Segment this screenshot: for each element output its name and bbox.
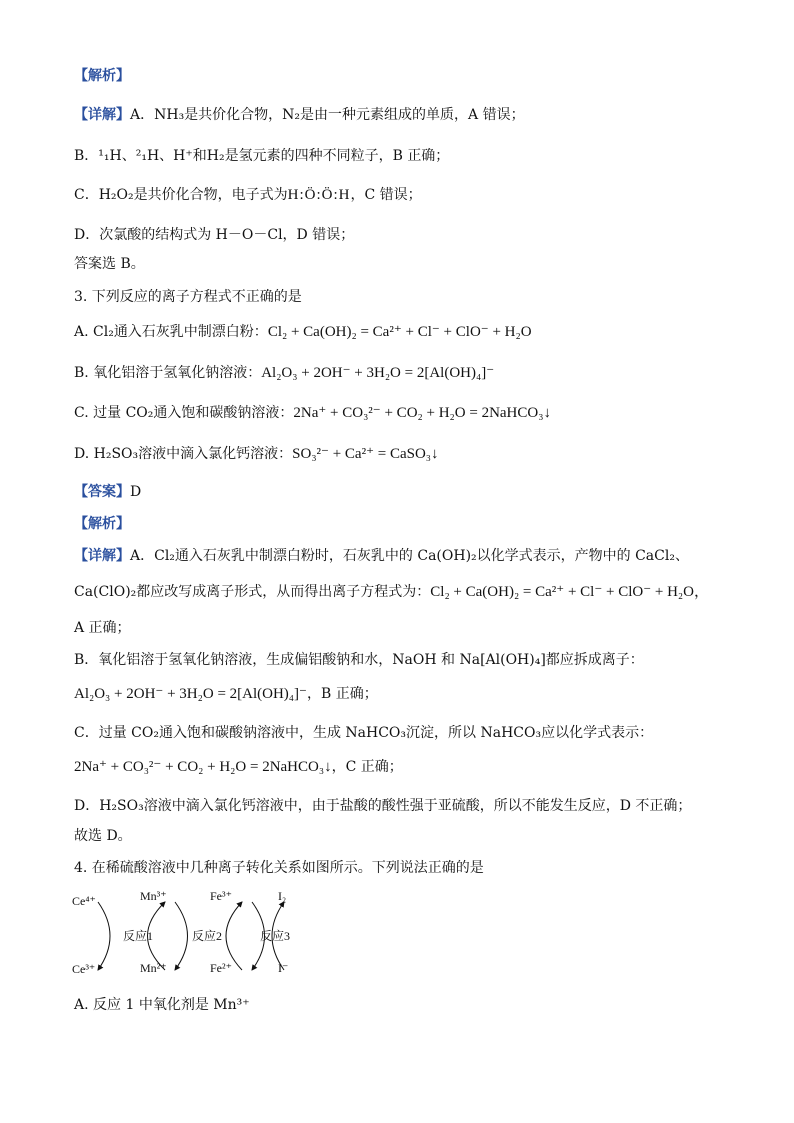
reaction-1-label: 反应1 <box>123 929 154 943</box>
answer-line <box>74 482 141 502</box>
q3-explanation-c-1: C．过量 CO₂通入饱和碳酸钠溶液中，生成 NaHCO₃沉淀，所以 NaHCO₃应以化学式表示： <box>74 725 654 741</box>
q2-option-c-explanation: C．H₂O₂是共价化合物，电子式为H:Ö:Ö:H，C 错误； <box>74 187 422 203</box>
analysis-label: 【解析】 <box>74 68 130 84</box>
q3-option-b: B. 氧化铝溶于氢氧化钠溶液：Al₂O₃ + 2OH⁻ + 3H₂O = 2[Al(OH)₄]⁻ <box>74 365 495 381</box>
ion-i2: I₂ <box>278 889 287 903</box>
arrow-mn3-to-mn2 <box>175 902 188 970</box>
equation: Cl₂ + Ca(OH)₂ = Ca²⁺ + Cl⁻ + ClO⁻ + H₂O <box>267 324 532 340</box>
electron-formula: H:Ö:Ö:H <box>287 187 351 203</box>
q3-option-d: D. H₂SO₃溶液中滴入氯化钙溶液：SO₃²⁻ + Ca²⁺ = CaSO₃↓ <box>74 446 439 462</box>
equation: SO₃²⁻ + Ca²⁺ = CaSO₃↓ <box>292 446 439 462</box>
q3-explanation-b-2: Al₂O₃ + 2OH⁻ + 3H₂O = 2[Al(OH)₄]⁻，B 正确； <box>74 686 378 702</box>
answer-label: 【答案】 <box>74 484 130 500</box>
equation: 2Na⁺ + CO₃²⁻ + CO₂ + H₂O = 2NaHCO₃↓ <box>293 405 551 421</box>
equation: Al₂O₃ + 2OH⁻ + 3H₂O = 2[Al(OH)₄]⁻ <box>74 686 307 702</box>
ion-fe2: Fe²⁺ <box>210 961 232 975</box>
q3-explanation-b-1: B．氧化铝溶于氢氧化钠溶液，生成偏铝酸钠和水，NaOH 和 Na[Al(OH)₄]都应拆成离子： <box>74 652 644 668</box>
q3-explanation-c-2: 2Na⁺ + CO₃²⁻ + CO₂ + H₂O = 2NaHCO₃↓，C 正确； <box>74 759 403 775</box>
ion-ce4: Ce⁴⁺ <box>72 894 96 908</box>
detail-label: 【详解】 <box>74 548 130 564</box>
detail-label: 【详解】 <box>74 107 130 123</box>
q3-option-a: A. Cl₂通入石灰乳中制漂白粉：Cl₂ + Ca(OH)₂ = Ca²⁺ + Cl⁻ + ClO⁻ + H₂O <box>74 324 532 340</box>
q2-answer: 答案选 B。 <box>74 256 145 272</box>
q3-explanation-d: D．H₂SO₃溶液中滴入氯化钙溶液中，由于盐酸的酸性强于亚硫酸，所以不能发生反应，D 不正确； <box>74 798 692 814</box>
ion-mn3: Mn³⁺ <box>140 889 167 903</box>
q3-explanation-a-3: A 正确； <box>74 620 131 636</box>
analysis-label: 【解析】 <box>74 516 130 532</box>
ion-mn2: Mn²⁺ <box>140 961 167 975</box>
equation: Al₂O₃ + 2OH⁻ + 3H₂O = 2[Al(OH)₄]⁻ <box>261 365 495 381</box>
ion-iminus: I⁻ <box>278 961 289 975</box>
q2-option-b-explanation: B．¹₁H、²₁H、H⁺和H₂是氢元素的四种不同粒子，B 正确； <box>74 148 450 164</box>
arrow-ce4-to-ce3 <box>98 902 110 970</box>
q3-option-c: C. 过量 CO₂通入饱和碳酸钠溶液：2Na⁺ + CO₃²⁻ + CO₂ + H₂O = 2NaHCO₃↓ <box>74 405 551 421</box>
q2-option-d-explanation: D．次氯酸的结构式为 H－O－Cl，D 错误； <box>74 227 355 243</box>
answer-value: D <box>130 484 142 500</box>
q4-option-a: A. 反应 1 中氧化剂是 Mn³⁺ <box>74 997 250 1013</box>
q3-conclusion: 故选 D。 <box>74 828 132 844</box>
reaction-2-label: 反应2 <box>192 929 223 943</box>
ion-fe3: Fe³⁺ <box>210 889 232 903</box>
reaction-3-label: 反应3 <box>260 929 291 943</box>
equation: 2Na⁺ + CO₃²⁻ + CO₂ + H₂O = 2NaHCO₃↓ <box>74 759 332 775</box>
ion-conversion-diagram <box>70 888 310 983</box>
q4-stem: 4. 在稀硫酸溶液中几种离子转化关系如图所示。下列说法正确的是 <box>74 860 484 876</box>
q3-explanation-a-1: 【详解】A．Cl₂通入石灰乳中制漂白粉时，石灰乳中的 Ca(OH)₂以化学式表示，产物中的 CaCl₂、 <box>74 548 689 564</box>
arrow-fe2-to-fe3 <box>226 902 242 970</box>
q3-stem: 3. 下列反应的离子方程式不正确的是 <box>74 289 302 305</box>
q3-explanation-a-2: Ca(ClO)₂都应改写成离子形式，从而得出离子方程式为：Cl₂ + Ca(OH)₂ = Ca²⁺ + Cl⁻ + ClO⁻ + H₂O， <box>74 584 709 600</box>
q2-option-a-explanation: 【详解】A．NH₃是共价化合物，N₂是由一种元素组成的单质，A 错误； <box>74 107 525 123</box>
equation: Cl₂ + Ca(OH)₂ = Ca²⁺ + Cl⁻ + ClO⁻ + H₂O， <box>430 584 709 600</box>
ion-ce3: Ce³⁺ <box>72 962 96 976</box>
